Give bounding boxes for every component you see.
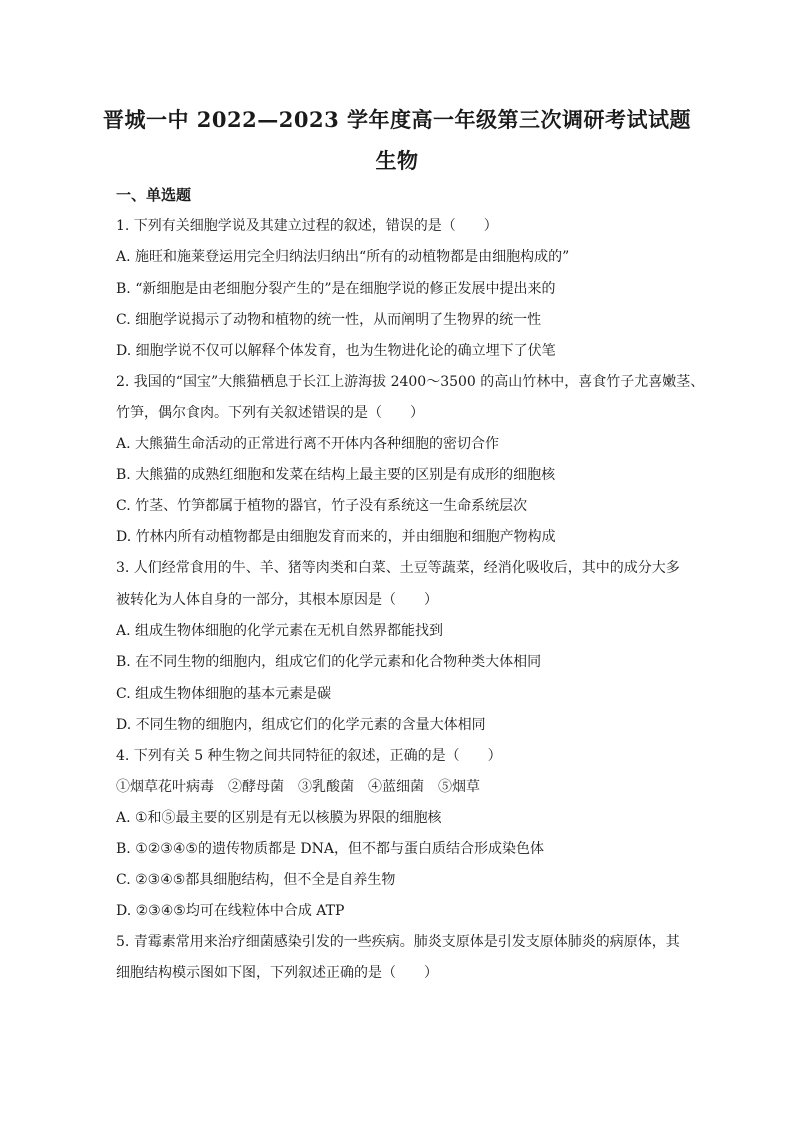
question-3-option-b: B. 在不同生物的细胞内，组成它们的化学元素和化合物种类大体相同: [116, 654, 542, 670]
question-3-option-c: C. 组成生物体细胞的基本元素是碳: [116, 686, 332, 702]
question-2-stem-line-2: 竹笋，偶尔食肉。下列有关叙述错误的是（ ）: [116, 405, 424, 421]
question-1-option-a: A. 施旺和施莱登运用完全归纳法归纳出“所有的动植物都是由细胞构成的”: [116, 249, 570, 265]
question-5-stem-line-2: 细胞结构模示图如下图，下列叙述正确的是（ ）: [116, 965, 438, 981]
question-2-option-d: D. 竹林内所有动植物都是由细胞发育而来的，并由细胞和细胞产物构成: [116, 529, 556, 545]
question-3-option-a: A. 组成生物体细胞的化学元素在无机自然界都能找到: [116, 623, 444, 639]
question-4-stem: 4. 下列有关 5 种生物之间共同特征的叙述，正确的是（ ）: [116, 748, 502, 764]
question-3-option-d: D. 不同生物的细胞内，组成它们的化学元素的含量大体相同: [116, 717, 486, 733]
question-4-organism-list: ①烟草花叶病毒 ②酵母菌 ③乳酸菌 ④蓝细菌 ⑤烟草: [116, 779, 480, 795]
question-4-option-b: B. ①②③④⑤的遗传物质都是 DNA，但不都与蛋白质结合形成染色体: [116, 841, 544, 857]
question-4-option-d: D. ②③④⑤均可在线粒体中合成 ATP: [116, 903, 345, 919]
section-heading: 一、单选题: [116, 186, 192, 204]
question-3-stem-line-2: 被转化为人体自身的一部分，其根本原因是（ ）: [116, 592, 438, 608]
question-1-option-b: B. “新细胞是由老细胞分裂产生的”是在细胞学说的修正发展中提出来的: [116, 281, 556, 297]
question-2-option-a: A. 大熊猫生命活动的正常进行离不开体内各种细胞的密切合作: [116, 436, 500, 452]
question-1-option-d: D. 细胞学说不仅可以解释个体发育，也为生物进化论的确立埋下了伏笔: [116, 343, 556, 359]
question-1-stem: 1. 下列有关细胞学说及其建立过程的叙述，错误的是（ ）: [116, 218, 498, 234]
subject-title: 生物: [375, 148, 419, 173]
question-2-stem-line-1: 2. 我国的“国宝”大熊猫栖息于长江上游海拔 2400～3500 的高山竹林中，喜食竹子尤喜嫩茎、: [116, 374, 705, 390]
question-4-option-c: C. ②③④⑤都具细胞结构，但不全是自养生物: [116, 872, 396, 888]
question-2-option-b: B. 大熊猫的成熟红细胞和发菜在结构上最主要的区别是有成形的细胞核: [116, 467, 556, 483]
question-5-stem-line-1: 5. 青霉素常用来治疗细菌感染引发的一些疾病。肺炎支原体是引发支原体肺炎的病原体，其: [116, 934, 680, 950]
question-2-option-c: C. 竹茎、竹笋都属于植物的器官，竹子没有系统这一生命系统层次: [116, 498, 528, 514]
question-1-option-c: C. 细胞学说揭示了动物和植物的统一性，从而阐明了生物界的统一性: [116, 312, 542, 328]
question-3-stem-line-1: 3. 人们经常食用的牛、羊、猪等肉类和白菜、土豆等蔬菜，经消化吸收后，其中的成分大多: [116, 560, 680, 576]
question-4-option-a: A. ①和⑤最主要的区别是有无以核膜为界限的细胞核: [116, 810, 442, 826]
exam-title: 晋城一中 2022—2023 学年度高一年级第三次调研考试试题: [102, 107, 691, 132]
